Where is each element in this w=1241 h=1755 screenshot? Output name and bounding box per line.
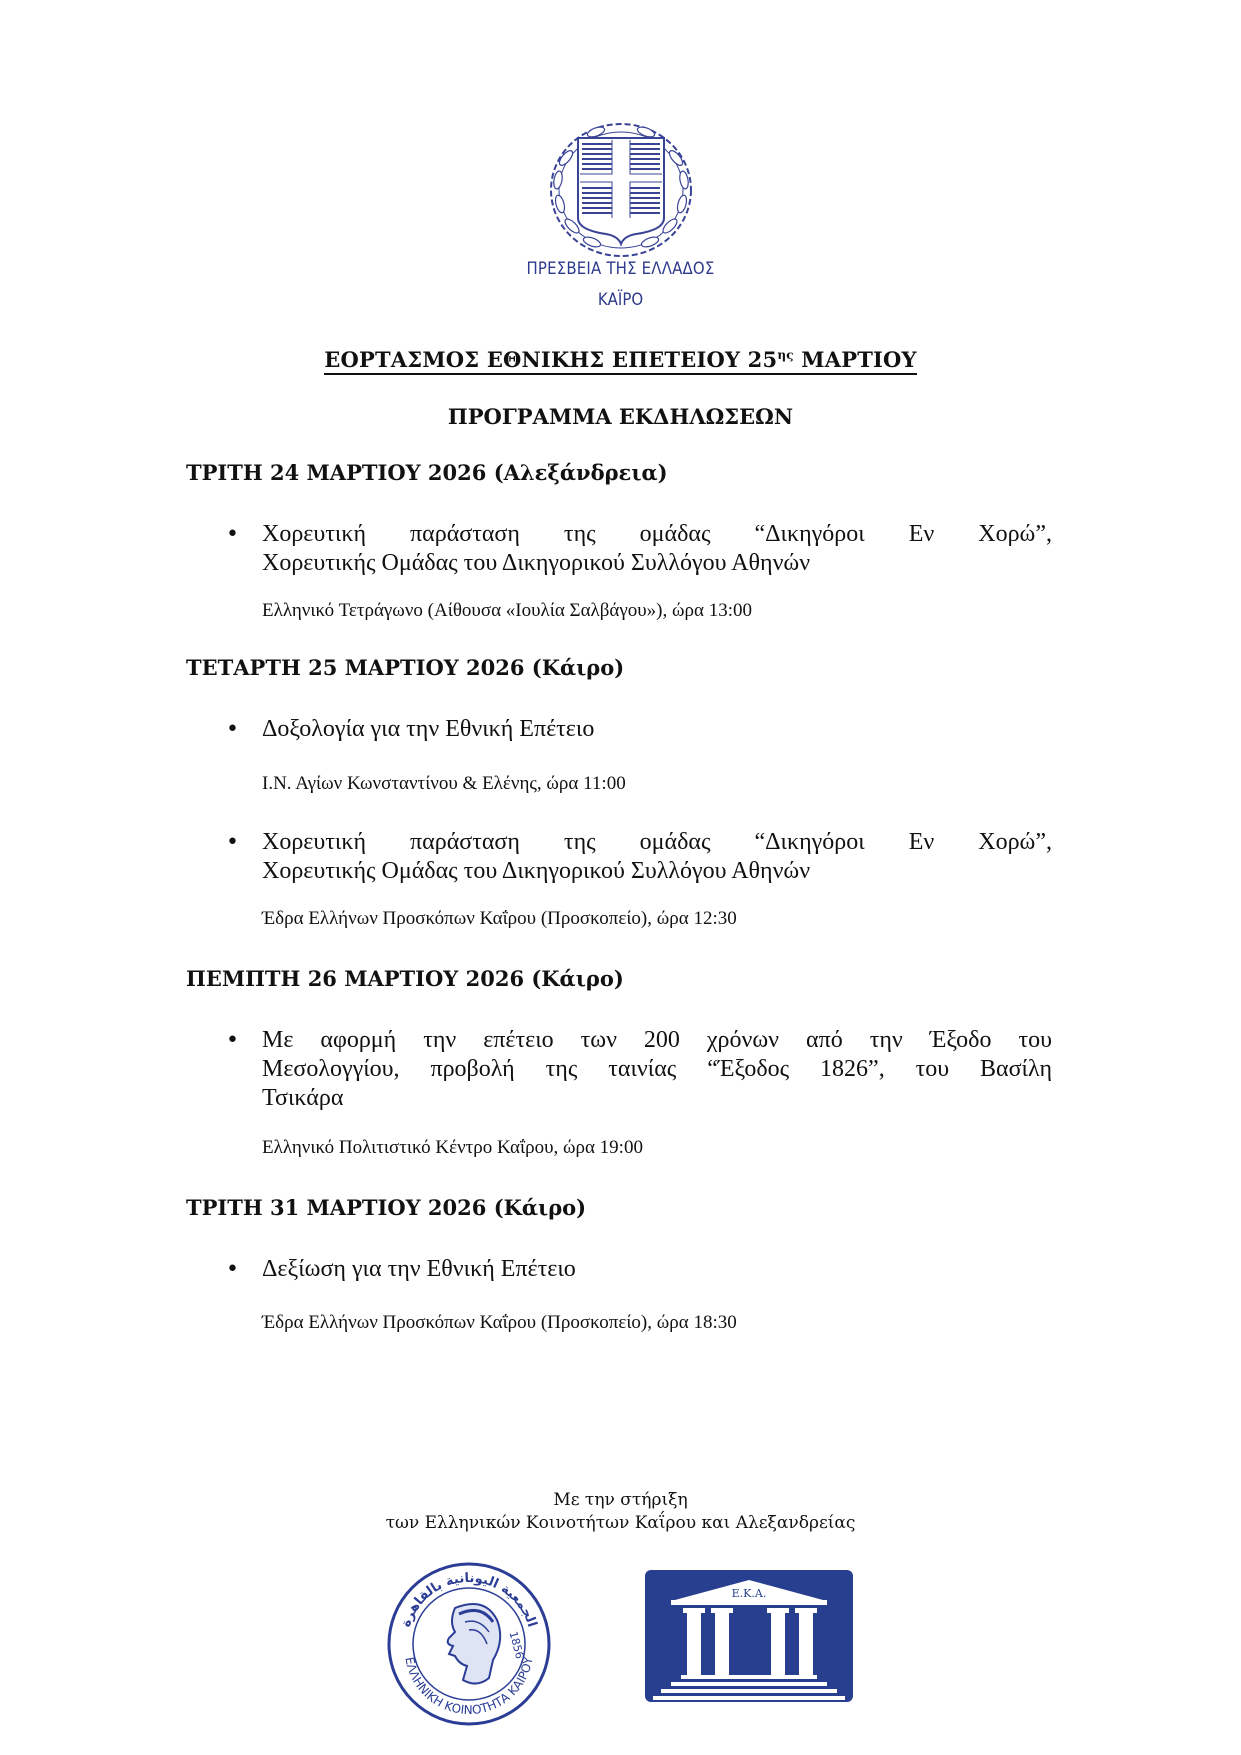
support-line-2: των Ελληνικών Κοινοτήτων Καΐρου και Αλεξανδρείας (385, 1513, 856, 1533)
embassy-name: ΠΡΕΣΒΕΙΑ ΤΗΣ ΕΛΛΑΔΟΣ (526, 259, 715, 279)
event-line: Χορευτική παράσταση της ομάδας “Δικηγόροι Εν Χορώ”, (262, 829, 1052, 855)
event-line: Τσικάρα (262, 1085, 344, 1111)
event-line: Χορευτικής Ομάδας του Δικηγορικού Συλλόγου Αθηνών (262, 858, 811, 884)
document-subtitle: ΠΡΟΓΡΑΜΜΑ ΕΚΔΗΛΩΣΕΩΝ (447, 404, 794, 429)
event-description (262, 520, 1052, 578)
greek-coat-of-arms-icon (536, 118, 706, 268)
eka-temple-logo-icon (645, 1570, 853, 1702)
event-line: Δοξολογία για την Εθνική Επέτειο (262, 716, 595, 742)
day-heading: ΤΡΙΤΗ 24 ΜΑΡΤΙΟΥ 2026 (Αλεξάνδρεια) (186, 460, 668, 485)
title-main: ΕΟΡΤΑΣΜΟΣ ΕΘΝΙΚΗΣ ΕΠΕΤΕΙΟΥ 25 (324, 347, 778, 372)
bullet-icon: • (226, 1257, 239, 1282)
seal-arabic-text: الجمعية اليونانية بالقاهرة (398, 1570, 540, 1630)
event-venue: Έδρα Ελλήνων Προσκόπων Καΐρου (Προσκοπείο), ώρα 18:30 (262, 1312, 737, 1333)
bullet-icon: • (226, 717, 239, 742)
embassy-city: ΚΑΪΡΟ (597, 290, 644, 310)
event-line: Δεξίωση για την Εθνική Επέτειο (262, 1256, 576, 1282)
event-description (262, 1255, 1052, 1284)
greek-community-cairo-seal-icon (385, 1560, 553, 1728)
seal-year: 1856 (506, 1629, 527, 1661)
event-description (262, 1026, 1052, 1113)
event-description (262, 715, 1052, 744)
event-description (262, 828, 1052, 886)
day-heading: ΤΡΙΤΗ 31 ΜΑΡΤΙΟΥ 2026 (Κάιρο) (186, 1195, 587, 1220)
title-superscript: ης (777, 348, 794, 362)
event-venue: Έδρα Ελλήνων Προσκόπων Καΐρου (Προσκοπείο), ώρα 12:30 (262, 908, 737, 929)
day-heading: ΤΕΤΑΡΤΗ 25 ΜΑΡΤΙΟΥ 2026 (Κάιρο) (186, 655, 625, 680)
event-venue: Ι.Ν. Αγίων Κωνσταντίνου & Ελένης, ώρα 11:00 (262, 773, 626, 794)
day-heading: ΠΕΜΠΤΗ 26 ΜΑΡΤΙΟΥ 2026 (Κάιρο) (186, 966, 624, 991)
document-title (0, 347, 1241, 372)
event-venue: Ελληνικό Τετράγωνο (Αίθουσα «Ιουλία Σαλβάγου»), ώρα 13:00 (262, 600, 752, 621)
event-line: Χορευτικής Ομάδας του Δικηγορικού Συλλόγου Αθηνών (262, 550, 811, 576)
event-line: Μεσολογγίου, προβολή της ταινίας “Έξοδος 1826”, του Βασίλη (262, 1056, 1052, 1082)
eka-text: Ε.Κ.Α. (731, 1587, 767, 1600)
bullet-icon: • (226, 830, 239, 855)
title-main-end: ΜΑΡΤΙΟΥ (793, 347, 917, 372)
support-line-1: Με την στήριξη (553, 1490, 688, 1510)
bullet-icon: • (226, 1028, 239, 1053)
event-line: Χορευτική παράσταση της ομάδας “Δικηγόροι Εν Χορώ”, (262, 521, 1052, 547)
bullet-icon: • (226, 522, 239, 547)
seal-greek-text: ΕΛΛΗΝΙΚΗ ΚΟΙΝΟΤΗΤΑ ΚΑΙΡΟΥ (402, 1655, 536, 1718)
event-venue: Ελληνικό Πολιτιστικό Κέντρο Καΐρου, ώρα 19:00 (262, 1137, 643, 1158)
event-line: Με αφορμή την επέτειο των 200 χρόνων από την Έξοδο του (262, 1027, 1052, 1053)
